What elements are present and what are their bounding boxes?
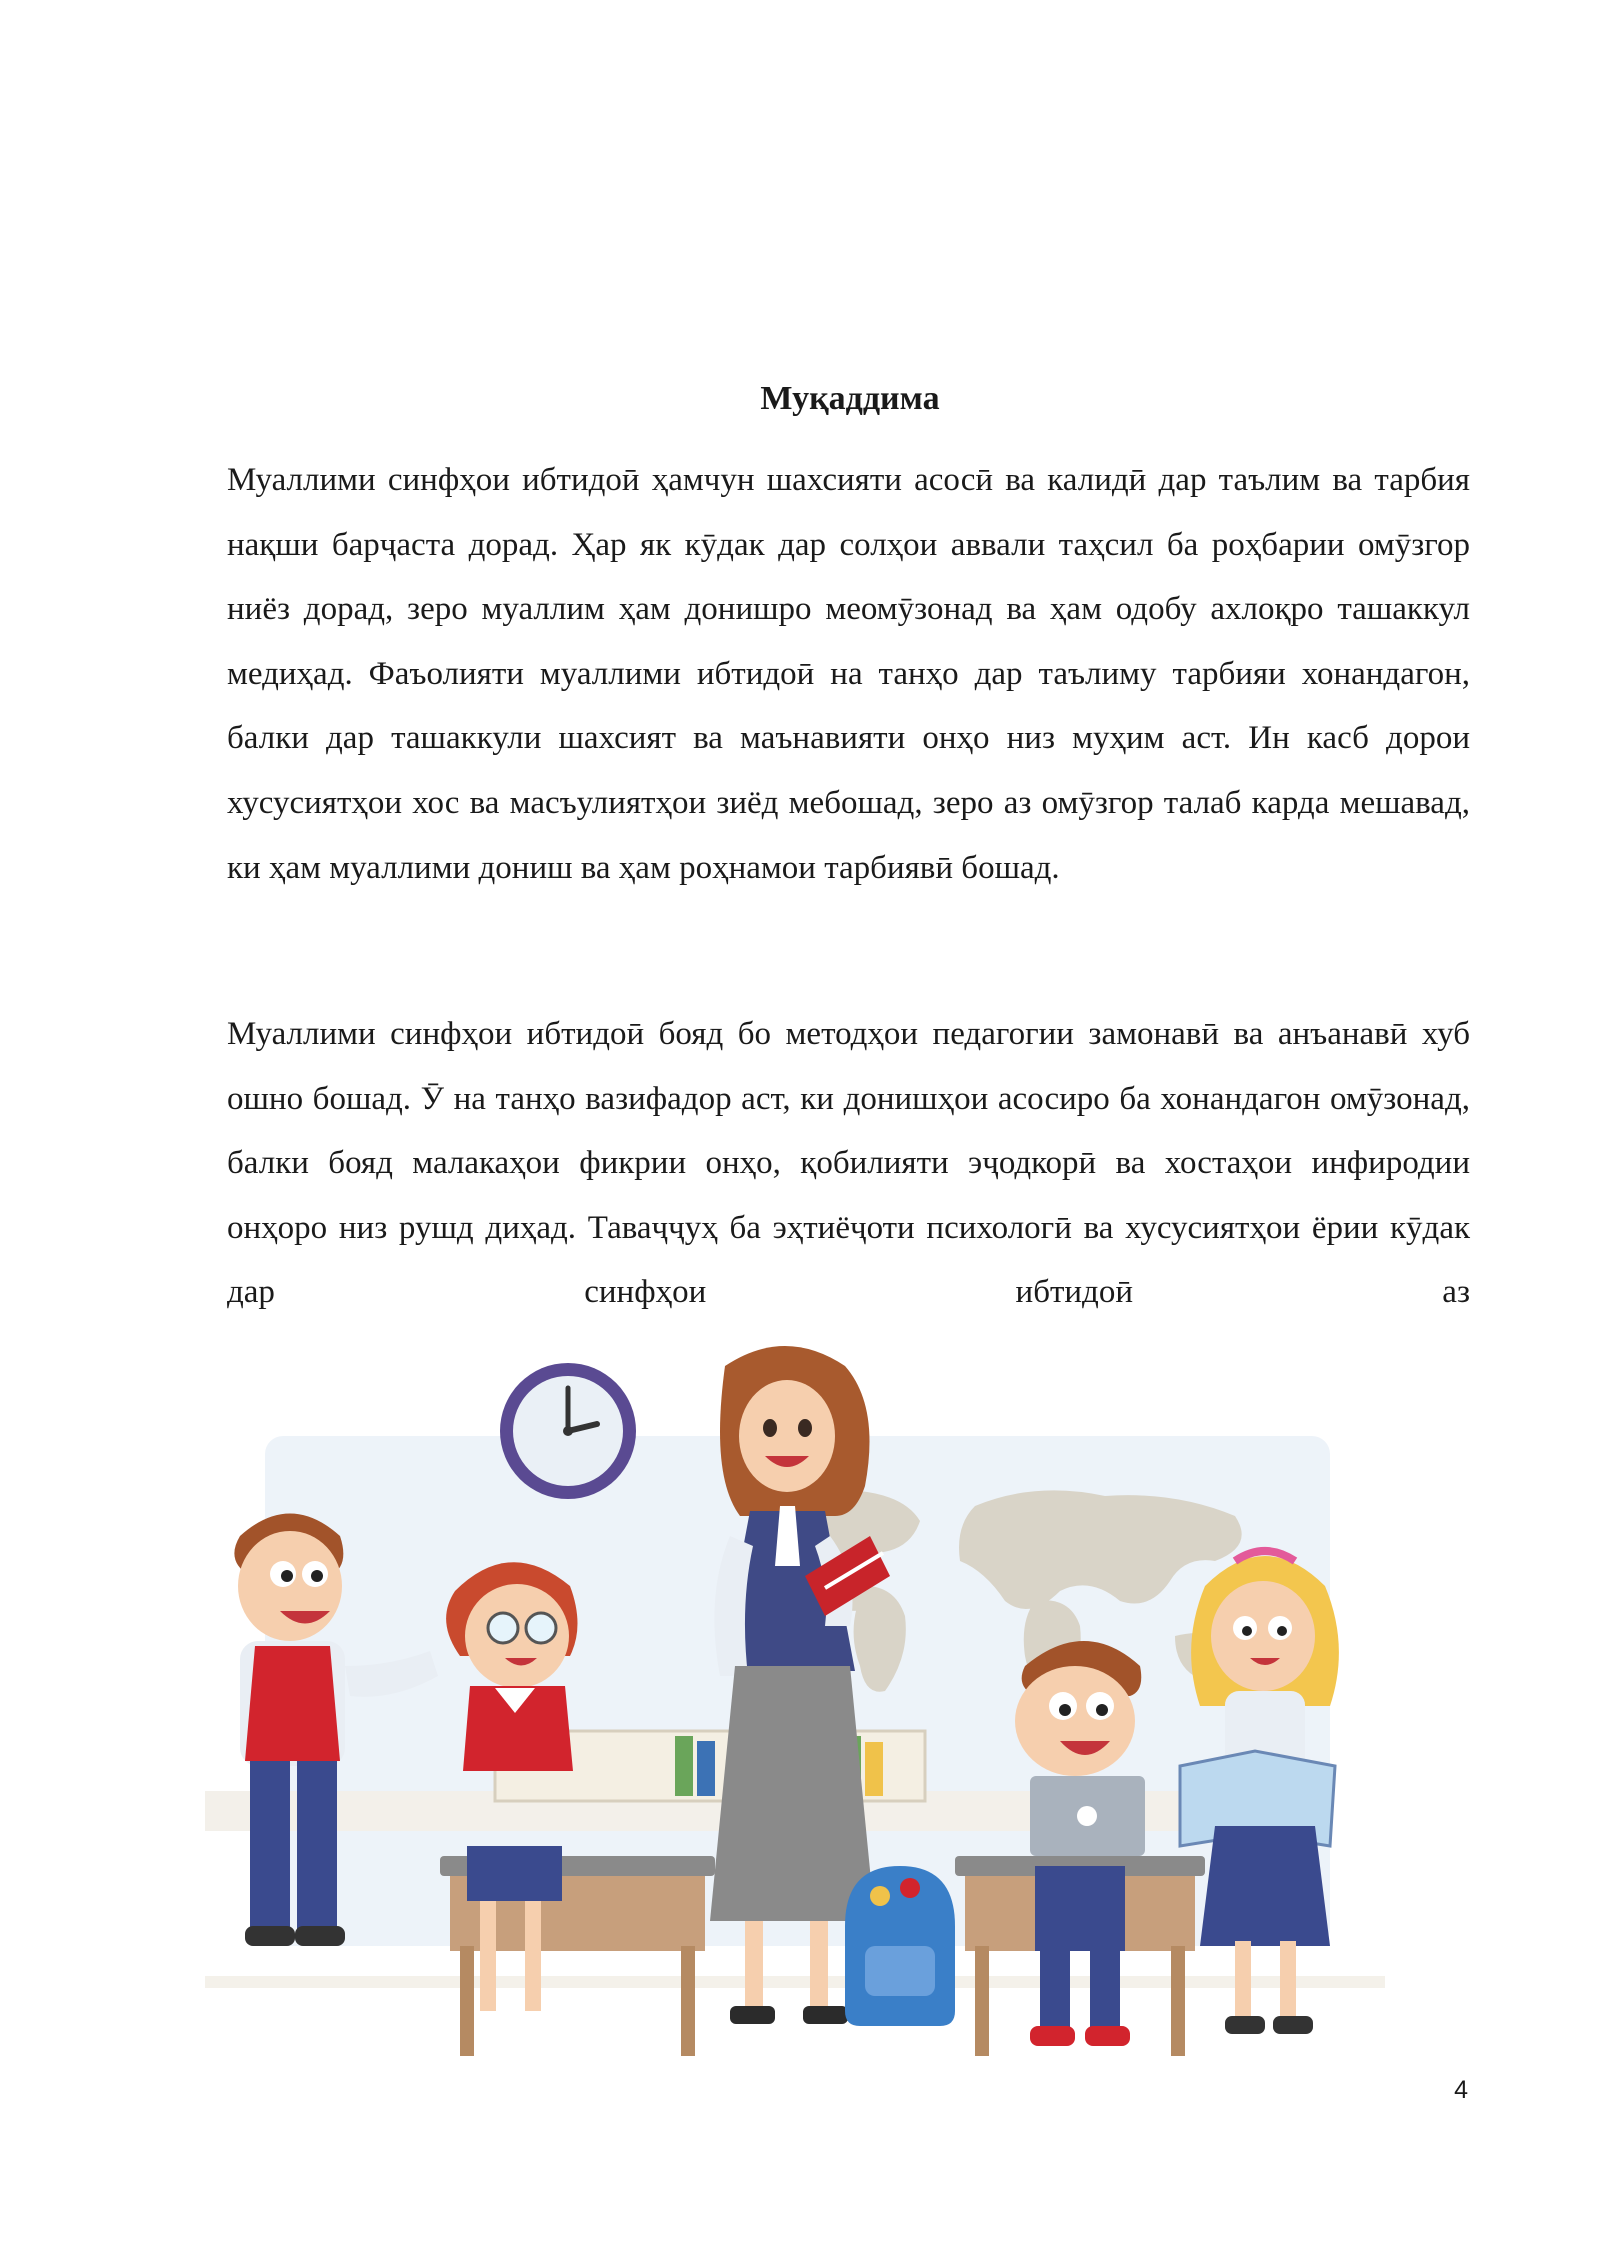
book-spine-icon xyxy=(675,1736,693,1796)
book-spine-icon xyxy=(697,1741,715,1796)
page-title-text: Муқаддима xyxy=(760,379,940,417)
classroom-illustration-icon xyxy=(205,1336,1385,2081)
student-girl-right xyxy=(1180,1551,1339,2034)
page-title xyxy=(0,375,1600,423)
wall-clock-icon xyxy=(500,1363,636,1499)
paragraph-1: Муаллими синфҳои ибтидоӣ ҳамчун шахсияти асосӣ ва калидӣ дар таълим ва тарбия нақши барҷаста дорад. Ҳар як кӯдак дар солҳои аввали таҳсил ба роҳбарии омӯзгор ниёз дорад, зеро муаллим ҳам донишро меомӯзонад ва ҳам одобу ахлоқро ташаккул медиҳад. Фаъолияти муаллими ибтидоӣ на танҳо дар таълиму тарбияи хонандагон, балки дар ташаккули шахсият ва маънавияти онҳо низ муҳим аст. Ин касб дорои хусусиятҳои хос ва масъулиятҳои зиёд мебошад, зеро аз омӯзгор талаб карда мешавад, ки ҳам муаллими дониш ва ҳам роҳнамои тарбиявӣ бошад. xyxy=(227,462,1470,886)
book-spine-icon xyxy=(865,1742,883,1796)
floor xyxy=(205,1976,1385,1988)
paragraph-2: Муаллими синфҳои ибтидоӣ бояд бо методҳои педагогии замонавӣ ва анъанавӣ хуб ошно бошад. Ӯ на танҳо вазифадор аст, ки донишҳои асосиро ба хонандагон омӯзонад, балки бояд малакаҳои фикрии онҳо, қобилияти эҷодкорӣ ва хостаҳои инфиродии онҳоро низ рушд диҳад. Таваҷҷуҳ ба эҳтиёҷоти психологӣ ва хусусиятҳои ёрии кӯдак дар синфҳои ибтидоӣ аз xyxy=(227,1016,1470,1311)
backpack-icon xyxy=(845,1866,955,2026)
page-number: 4 xyxy=(1454,2076,1468,2104)
